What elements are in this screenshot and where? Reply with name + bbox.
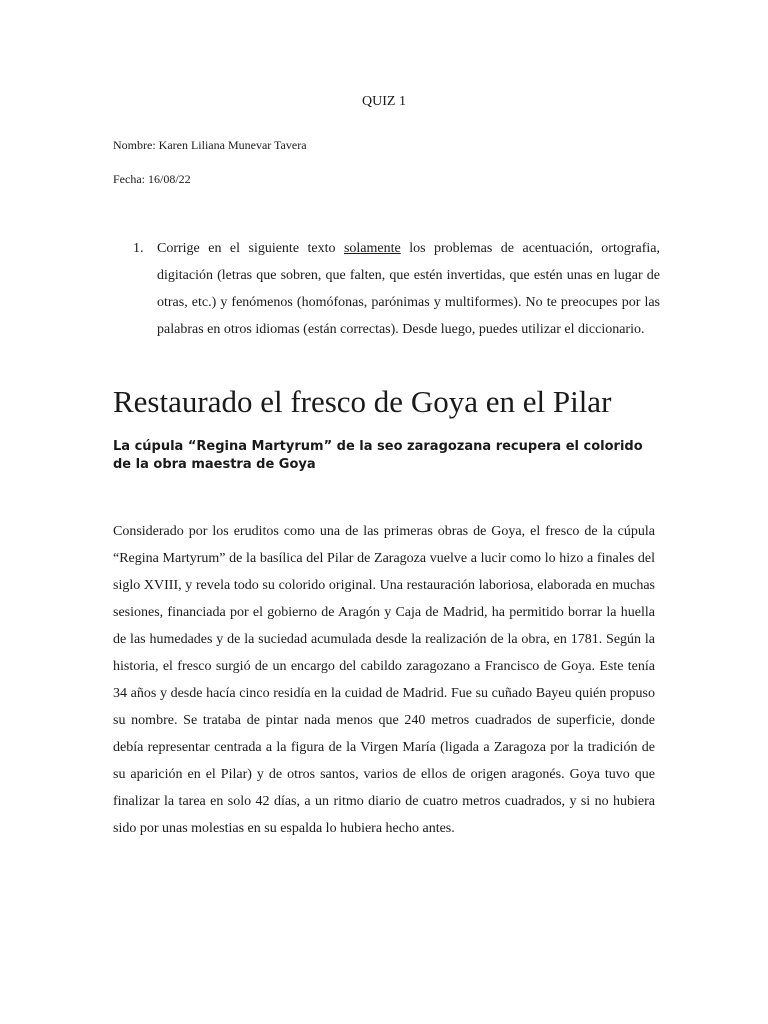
instruction-text-end: los problemas de acentuación, ortografia, digitación (letras que sobren, que falten, que estén invertidas, que estén unas en lugar de otras, etc.) y fenómenos (homófonas, parónimas y multiformes). No te preocupes por las palabras en otros idiomas (están correctas). Desde luego, puedes utilizar el diccionario. <box>157 241 660 337</box>
instruction-text <box>157 235 660 343</box>
instruction-number: 1. <box>133 241 144 256</box>
article-headline: Restaurado el fresco de Goya en el Pilar <box>113 384 612 419</box>
article-subheadline: La cúpula “Regina Martyrum” de la seo zaragozana recupera el colorido de la obra maestra de Goya <box>113 439 643 472</box>
article-body: Considerado por los eruditos como una de las primeras obras de Goya, el fresco de la cúpula “Regina Martyrum” de la basílica del Pilar de Zaragoza vuelve a lucir como lo hizo a finales del siglo XVIII, y revela todo su colorido original. Una restauración laboriosa, elaborada en muchas sesiones, financiada por el gobierno de Aragón y Caja de Madrid, ha permitido borrar la huella de las humedades y de la suciedad acumulada desde la realización de la obra, en 1781. Según la historia, el fresco surgió de un encargo del cabildo zaragozano a Francisco de Goya. Este tenía 34 años y desde hacía cinco residía en la cuidad de Madrid. Fue su cuñado Bayeu quién propuso su nombre. Se trataba de pintar nada menos que 240 metros cuadrados de superficie, donde debía representar centrada a la figura de la Virgen María (ligada a Zaragoza por la tradición de su aparición en el Pilar) y de otros santos, varios de ellos de origen aragonés. Goya tuvo que finalizar la tarea en solo 42 días, a un ritmo diario de cuatro metros cuadrados, y si no hubiera sido por unas molestias en su espalda lo hubiera hecho antes. <box>113 524 655 836</box>
quiz-title: QUIZ 1 <box>362 94 406 109</box>
instruction-underlined-word: solamente <box>343 241 401 256</box>
quiz-date: Fecha: 16/08/22 <box>113 172 191 186</box>
student-name: Nombre: Karen Liliana Munevar Tavera <box>113 138 307 152</box>
instruction-item <box>133 235 660 343</box>
instruction-text-start: Corrige en el siguiente texto <box>157 241 344 256</box>
